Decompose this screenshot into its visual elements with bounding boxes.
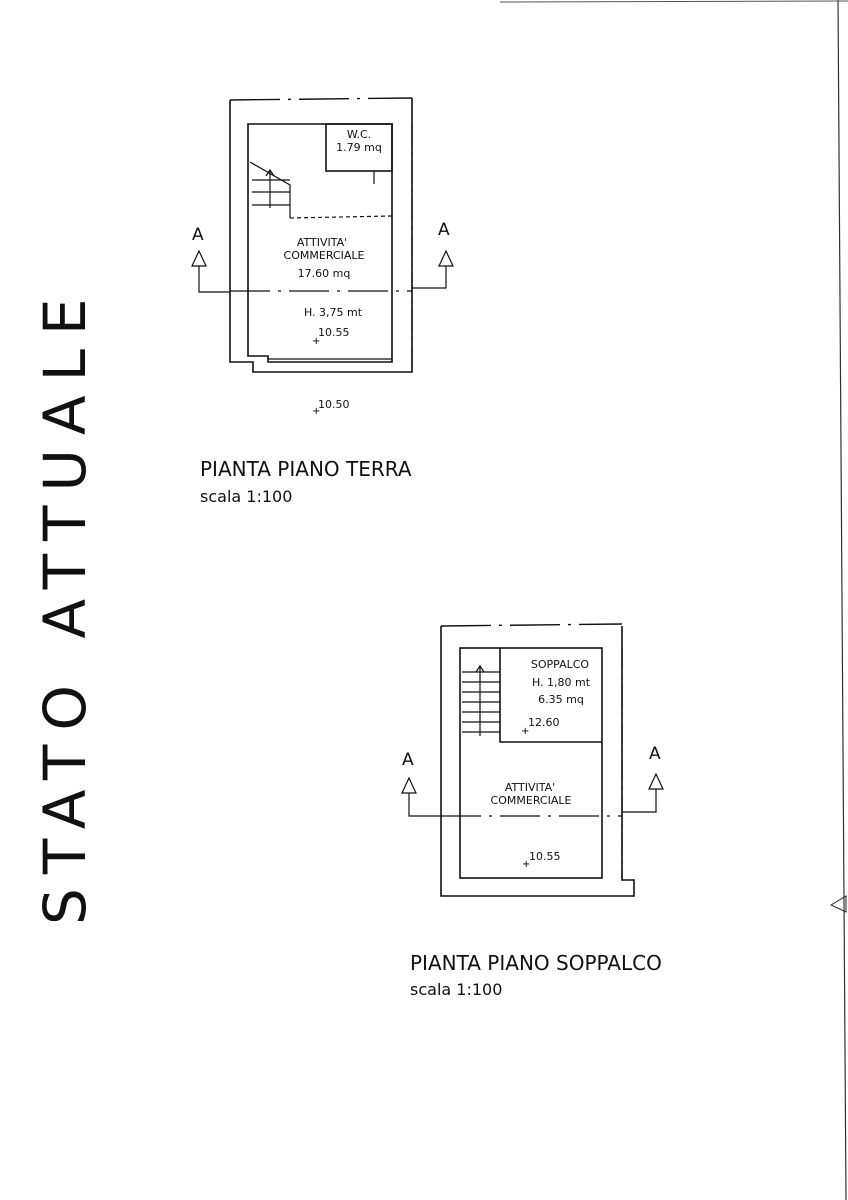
gf-top-axis	[230, 98, 412, 100]
mz-room-label-2: COMMERCIALE	[490, 794, 572, 807]
gf-outside-level-marker-icon: +	[312, 406, 321, 417]
mz-soppalco-height: H. 1,80 mt	[531, 676, 591, 689]
gf-staircase	[250, 162, 290, 218]
gf-section-left-arrow-icon	[192, 251, 206, 266]
gf-room-label-1: ATTIVITA'	[296, 236, 348, 249]
mz-soppalco-label: SOPPALCO	[530, 658, 590, 671]
mz-room-label-1: ATTIVITA'	[504, 781, 556, 794]
mz-staircase	[462, 666, 500, 736]
gf-mezzanine-edge	[290, 216, 392, 218]
gf-section-left-leader	[199, 266, 230, 292]
gf-title: PIANTA PIANO TERRA	[200, 457, 412, 481]
mz-floor-level: 10.55	[529, 850, 561, 863]
side-title: STATO ATTUALE	[31, 284, 99, 925]
mz-scale: scala 1:100	[410, 980, 503, 999]
gf-wc-area: 1.79 mq	[336, 141, 382, 154]
mz-section-left-leader	[409, 793, 441, 816]
gf-wc-label: W.C.	[346, 128, 372, 141]
gf-section-right-leader	[412, 266, 446, 288]
mz-soppalco-level-marker-icon: +	[521, 726, 530, 737]
gf-section-right-label: A	[438, 220, 450, 240]
gf-floor-level: 10.55	[318, 326, 350, 339]
sheet-top-edge	[500, 1, 848, 2]
gf-scale: scala 1:100	[200, 487, 293, 506]
mz-floor-level-marker-icon: +	[522, 859, 531, 870]
mz-section-left-arrow-icon	[402, 778, 416, 793]
mz-section-right-leader	[622, 789, 656, 812]
gf-room-label-2: COMMERCIALE	[283, 249, 365, 262]
gf-section-right-arrow-icon	[439, 251, 453, 266]
mz-top-axis	[441, 624, 622, 626]
mz-section-right-label: A	[649, 744, 661, 764]
gf-outside-level: 10.50	[318, 398, 350, 411]
mz-section-left-label: A	[402, 750, 414, 770]
mz-soppalco-area: 6.35 mq	[538, 693, 584, 706]
gf-room-area: 17.60 mq	[297, 267, 351, 280]
gf-room-height: H. 3,75 mt	[303, 306, 363, 319]
mz-soppalco-level: 12.60	[528, 716, 560, 729]
sheet-right-edge	[838, 0, 846, 1200]
gf-floor-level-marker-icon: +	[312, 336, 321, 347]
gf-section-left-label: A	[192, 225, 204, 245]
mezzanine-plan	[402, 624, 663, 999]
ground-floor-plan	[192, 98, 453, 506]
mz-section-right-arrow-icon	[649, 774, 663, 789]
mz-title: PIANTA PIANO SOPPALCO	[410, 951, 662, 975]
